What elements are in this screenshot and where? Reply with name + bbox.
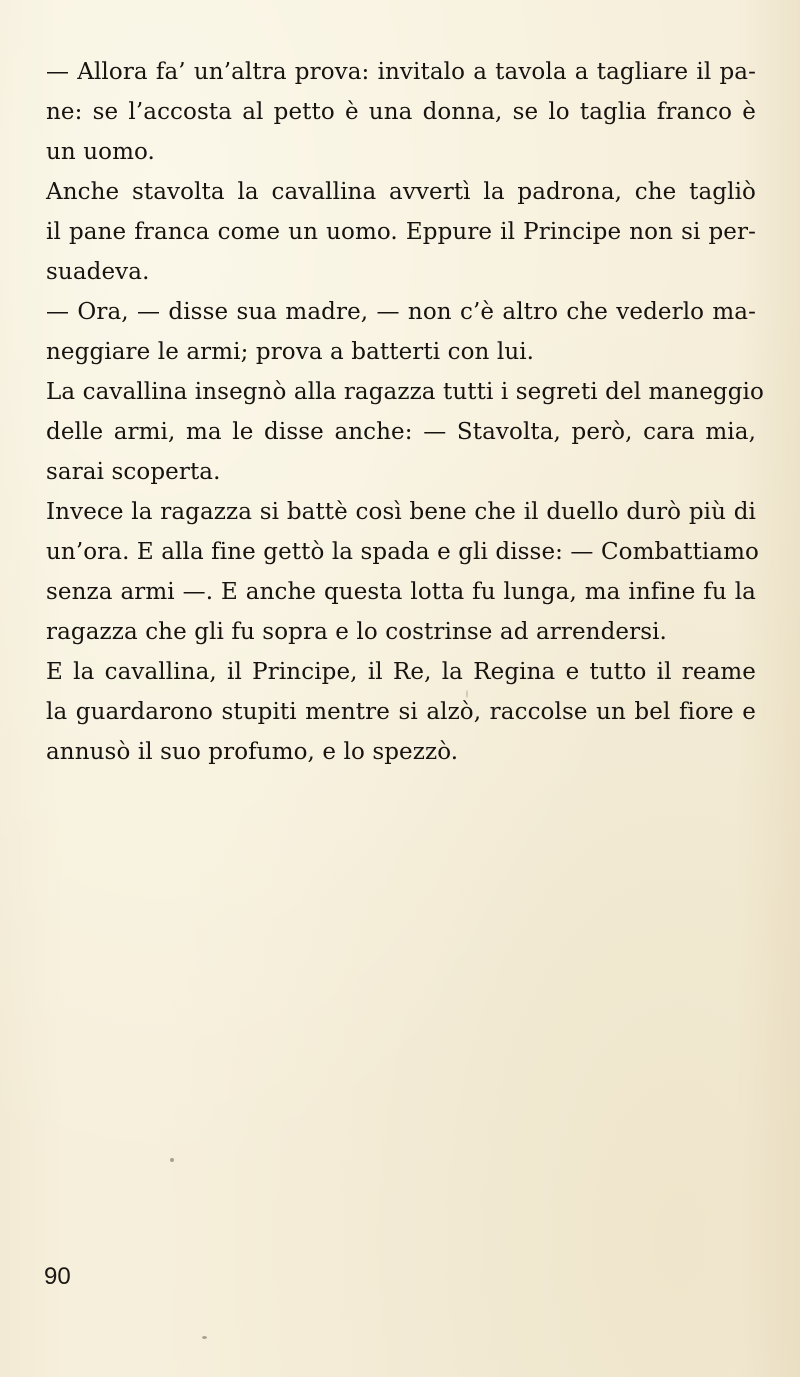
text-line-6: suadeva. (46, 259, 150, 285)
text-line-17: la guardarono stupiti mentre si alzò, raccolse un bel fiore e (46, 699, 756, 725)
paper-speck (466, 690, 468, 698)
text-line-15: ragazza che gli fu sopra e lo costrinse ad arrendersi. (46, 619, 667, 645)
body-text (46, 52, 764, 772)
text-line-16: E la cavallina, il Principe, il Re, la Regina e tutto il reame (46, 659, 756, 685)
text-line-10: delle armi, ma le disse anche: — Stavolta, però, cara mia, (46, 419, 756, 445)
text-line-1: — Allora fa’ un’altra prova: invitalo a tavola a tagliare il pa- (46, 59, 756, 85)
page-number: 90 (44, 1263, 71, 1290)
text-line-4: Anche stavolta la cavallina avvertì la padrona, che tagliò (46, 179, 756, 205)
paper-speck (170, 1158, 174, 1162)
text-line-14: senza armi —. E anche questa lotta fu lunga, ma infine fu la (46, 579, 756, 605)
text-line-12: Invece la ragazza si battè così bene che il duello durò più di (46, 499, 756, 525)
paper-speck (202, 1336, 207, 1339)
text-line-2: ne: se l’accosta al petto è una donna, se lo taglia franco è (46, 99, 756, 125)
text-line-18: annusò il suo profumo, e lo spezzò. (46, 739, 459, 765)
text-line-13: un’ora. E alla fine gettò la spada e gli disse: — Combattiamo (46, 539, 759, 565)
text-line-7: — Ora, — disse sua madre, — non c’è altro che vederlo ma- (46, 299, 756, 325)
text-line-11: sarai scoperta. (46, 459, 221, 485)
text-line-9: La cavallina insegnò alla ragazza tutti i segreti del maneggio (46, 379, 764, 405)
text-line-5: il pane franca come un uomo. Eppure il Principe non si per- (46, 219, 756, 245)
text-line-8: neggiare le armi; prova a batterti con lui. (46, 339, 535, 365)
text-line-3: un uomo. (46, 139, 155, 165)
